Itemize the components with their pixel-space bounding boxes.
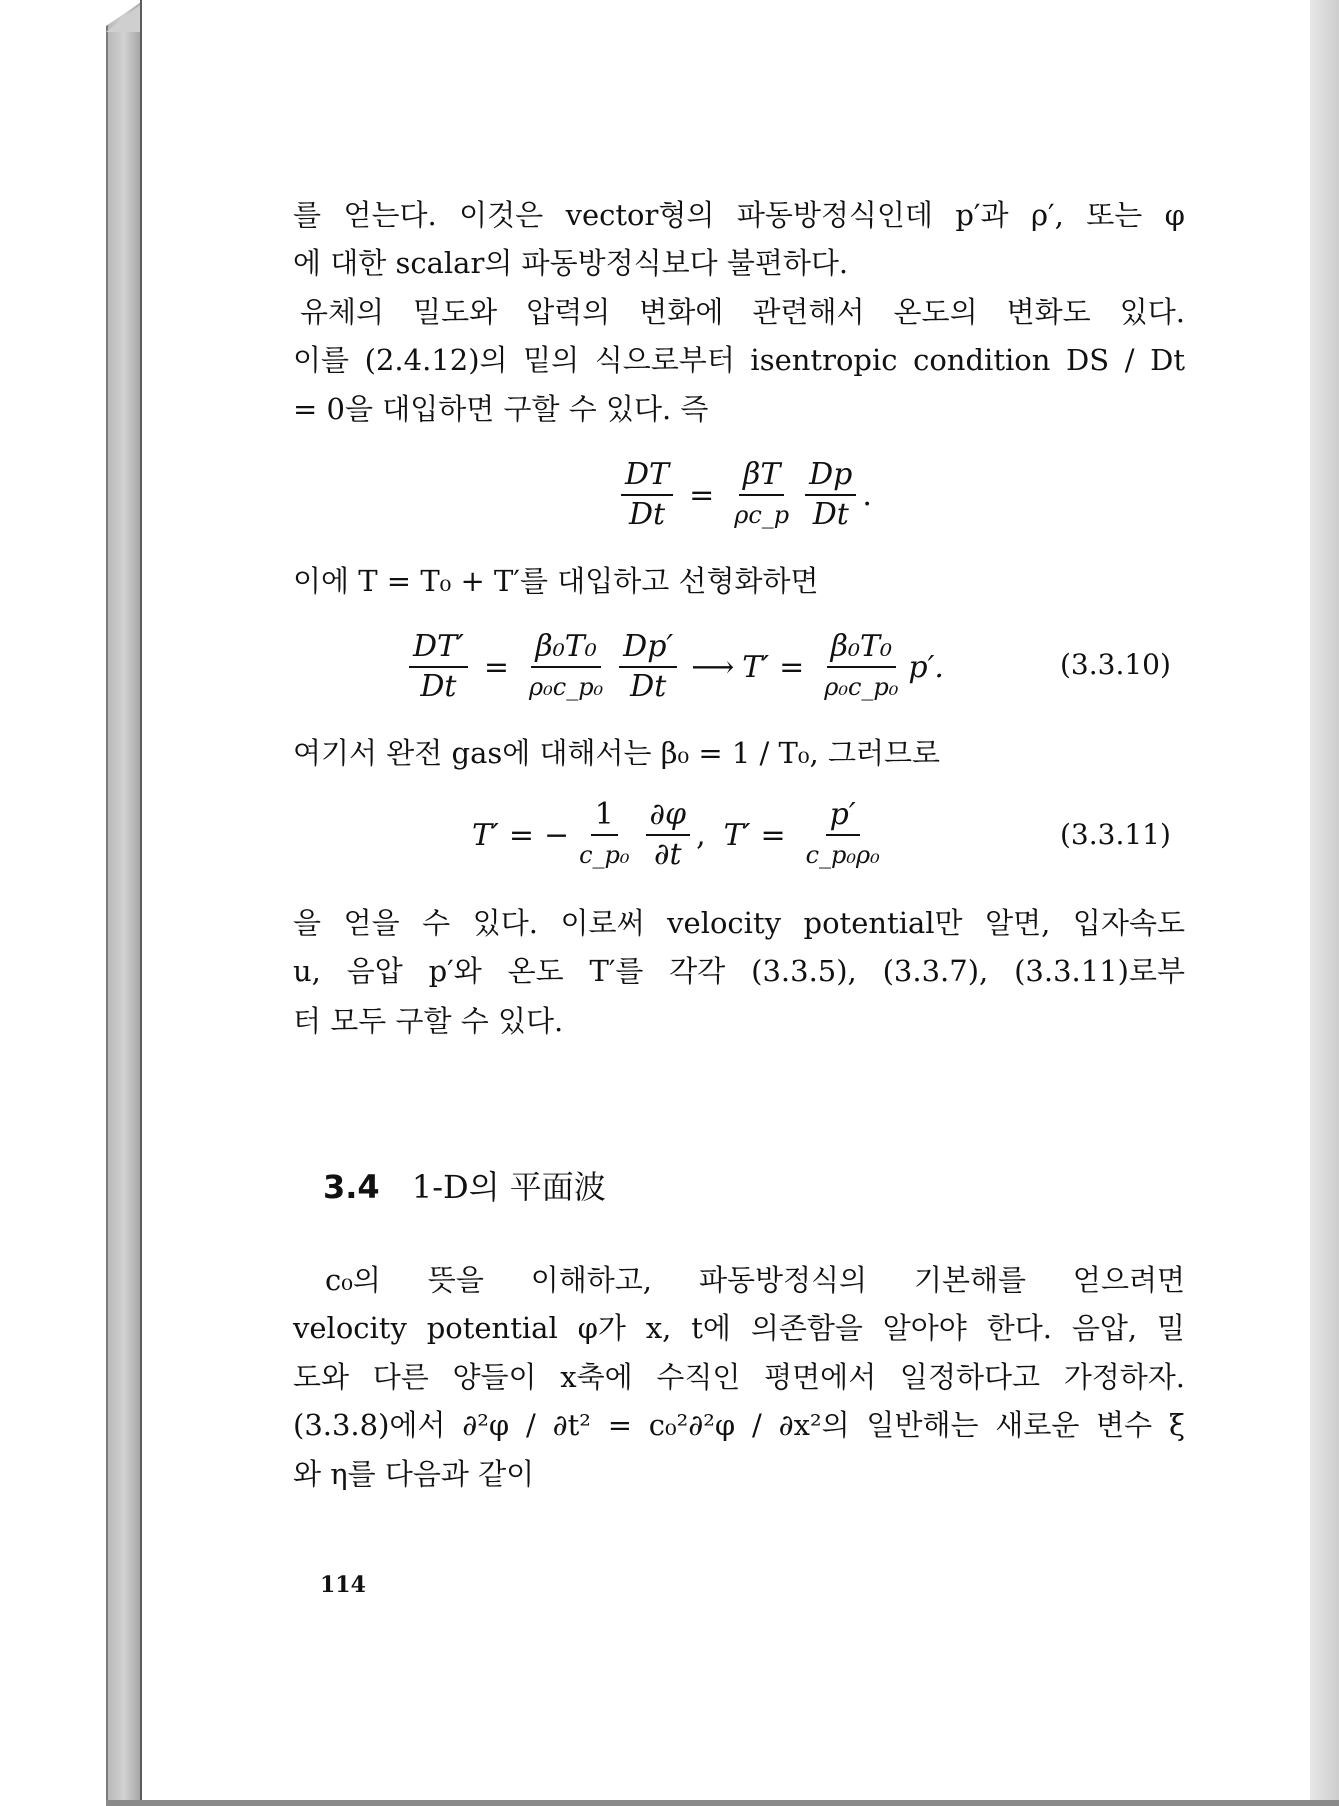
paragraph-2-line-2: 이를 (2.4.12)의 밑의 식으로부터 isentropic condition DS / Dt (293, 343, 1185, 377)
equals-sign: = (508, 817, 534, 853)
section-title: 1-D의 平面波 (411, 1168, 606, 1206)
temperature-variable: T′ (742, 649, 770, 685)
fraction-denominator: c_p₀ρ₀ (805, 841, 880, 869)
equation-number-3-3-10: (3.3.10) (1060, 648, 1171, 681)
fraction-numerator: βT (739, 458, 784, 496)
fraction-denominator: ρ₀c_p₀ (529, 673, 604, 701)
fraction-numerator: DT (621, 458, 673, 496)
equation-1 (615, 458, 872, 532)
paragraph-4-line-2: velocity potential φ가 x, t에 의존함을 알아야 한다. 음압, 밀 (293, 1311, 1185, 1345)
fraction-denominator: Dt (628, 497, 666, 532)
section-heading (323, 1162, 606, 1208)
fraction-numerator: β₀T₀ (827, 630, 896, 668)
equation-period: . (862, 477, 872, 513)
paragraph-3-line-1: 을 얻을 수 있다. 이로써 velocity potential만 알면, 입자속도 (293, 906, 1185, 940)
paragraph-3-line-3: 터 모두 구할 수 있다. (293, 1004, 564, 1038)
fraction-denominator: Dt (630, 669, 667, 704)
equals-sign: = (779, 649, 805, 685)
fraction-numerator: 1 (591, 798, 618, 836)
fraction-numerator: DT′ (409, 630, 468, 668)
equation-1-derivative (805, 458, 856, 532)
section-number: 3.4 (323, 1168, 380, 1206)
paragraph-4-line-5: 와 η를 다음과 같이 (293, 1457, 535, 1491)
fraction-numerator: Dp (805, 458, 856, 496)
equation-3-coefficient (575, 798, 633, 872)
equation-3-3-10 (403, 630, 944, 704)
book-bottom-edge (106, 1800, 1339, 1806)
equation-1-lhs (621, 458, 673, 532)
equals-sign: = (689, 477, 715, 513)
pressure-variable: p′. (908, 649, 944, 685)
page-number: 114 (320, 1572, 366, 1598)
fraction-denominator: c_p₀ (579, 841, 630, 869)
substitution-line: 이에 T = T₀ + T′를 대입하고 선형화하면 (293, 564, 819, 598)
equation-3-3-11 (472, 798, 890, 872)
fraction-denominator: ρ₀c_p₀ (824, 673, 899, 701)
equals-sign: = (760, 817, 786, 853)
paragraph-3-line-2: u, 음압 p′와 온도 T′를 각각 (3.3.5), (3.3.7), (3.3.11)로부 (293, 954, 1185, 988)
book-page-edge (1310, 0, 1339, 1806)
equation-number-3-3-11: (3.3.11) (1060, 818, 1171, 851)
equation-1-coefficient (730, 458, 793, 532)
fraction-denominator: ρc_p (734, 501, 790, 529)
fraction-numerator: β₀T₀ (531, 630, 600, 668)
fraction-numerator: Dp′ (619, 630, 677, 668)
paragraph-4-line-3: 도와 다른 양들이 x축에 수직인 평면에서 일정하다고 가정하자. (293, 1360, 1185, 1394)
paragraph-2-line-1: 유체의 밀도와 압력의 변화에 관련해서 온도의 변화도 있다. (300, 295, 1185, 329)
paragraph-1-line-1: 를 얻는다. 이것은 vector형의 파동방정식인데 p′과 ρ′, 또는 φ (293, 198, 1185, 232)
fraction-numerator: ∂φ (646, 798, 691, 836)
equation-3-derivative (646, 798, 691, 872)
fraction-denominator: Dt (812, 497, 849, 532)
paragraph-4-line-4: (3.3.8)에서 ∂²φ / ∂t² = c₀²∂²φ / ∂x²의 일반해는 새로운 변수 ξ (293, 1408, 1185, 1442)
comma: , (696, 817, 706, 853)
equals-sign: = (483, 649, 510, 685)
paragraph-2-line-3: = 0을 대입하면 구할 수 있다. 즉 (293, 392, 709, 426)
temperature-variable: T′ (723, 817, 751, 853)
equation-3-pressure-fraction (802, 798, 884, 872)
fraction-numerator: p′ (826, 798, 860, 836)
fraction-denominator: Dt (420, 669, 457, 704)
perfect-gas-line: 여기서 완전 gas에 대해서는 β₀ = 1 / T₀, 그러므로 (293, 736, 940, 770)
paragraph-1-line-2: 에 대한 scalar의 파동방정식보다 불편하다. (293, 246, 849, 280)
fraction-denominator: ∂t (654, 837, 682, 872)
book-spine (106, 0, 144, 1806)
arrow-icon: ⟶ (691, 649, 735, 685)
equation-2-lhs (409, 630, 468, 704)
equation-2-result-coefficient (820, 630, 902, 704)
minus-sign: − (543, 817, 570, 853)
paragraph-4-line-1: c₀의 뜻을 이해하고, 파동방정식의 기본해를 얻으려면 (325, 1263, 1185, 1297)
temperature-variable: T′ (472, 817, 499, 853)
equation-2-coefficient (525, 630, 607, 704)
equation-2-derivative (619, 630, 677, 704)
